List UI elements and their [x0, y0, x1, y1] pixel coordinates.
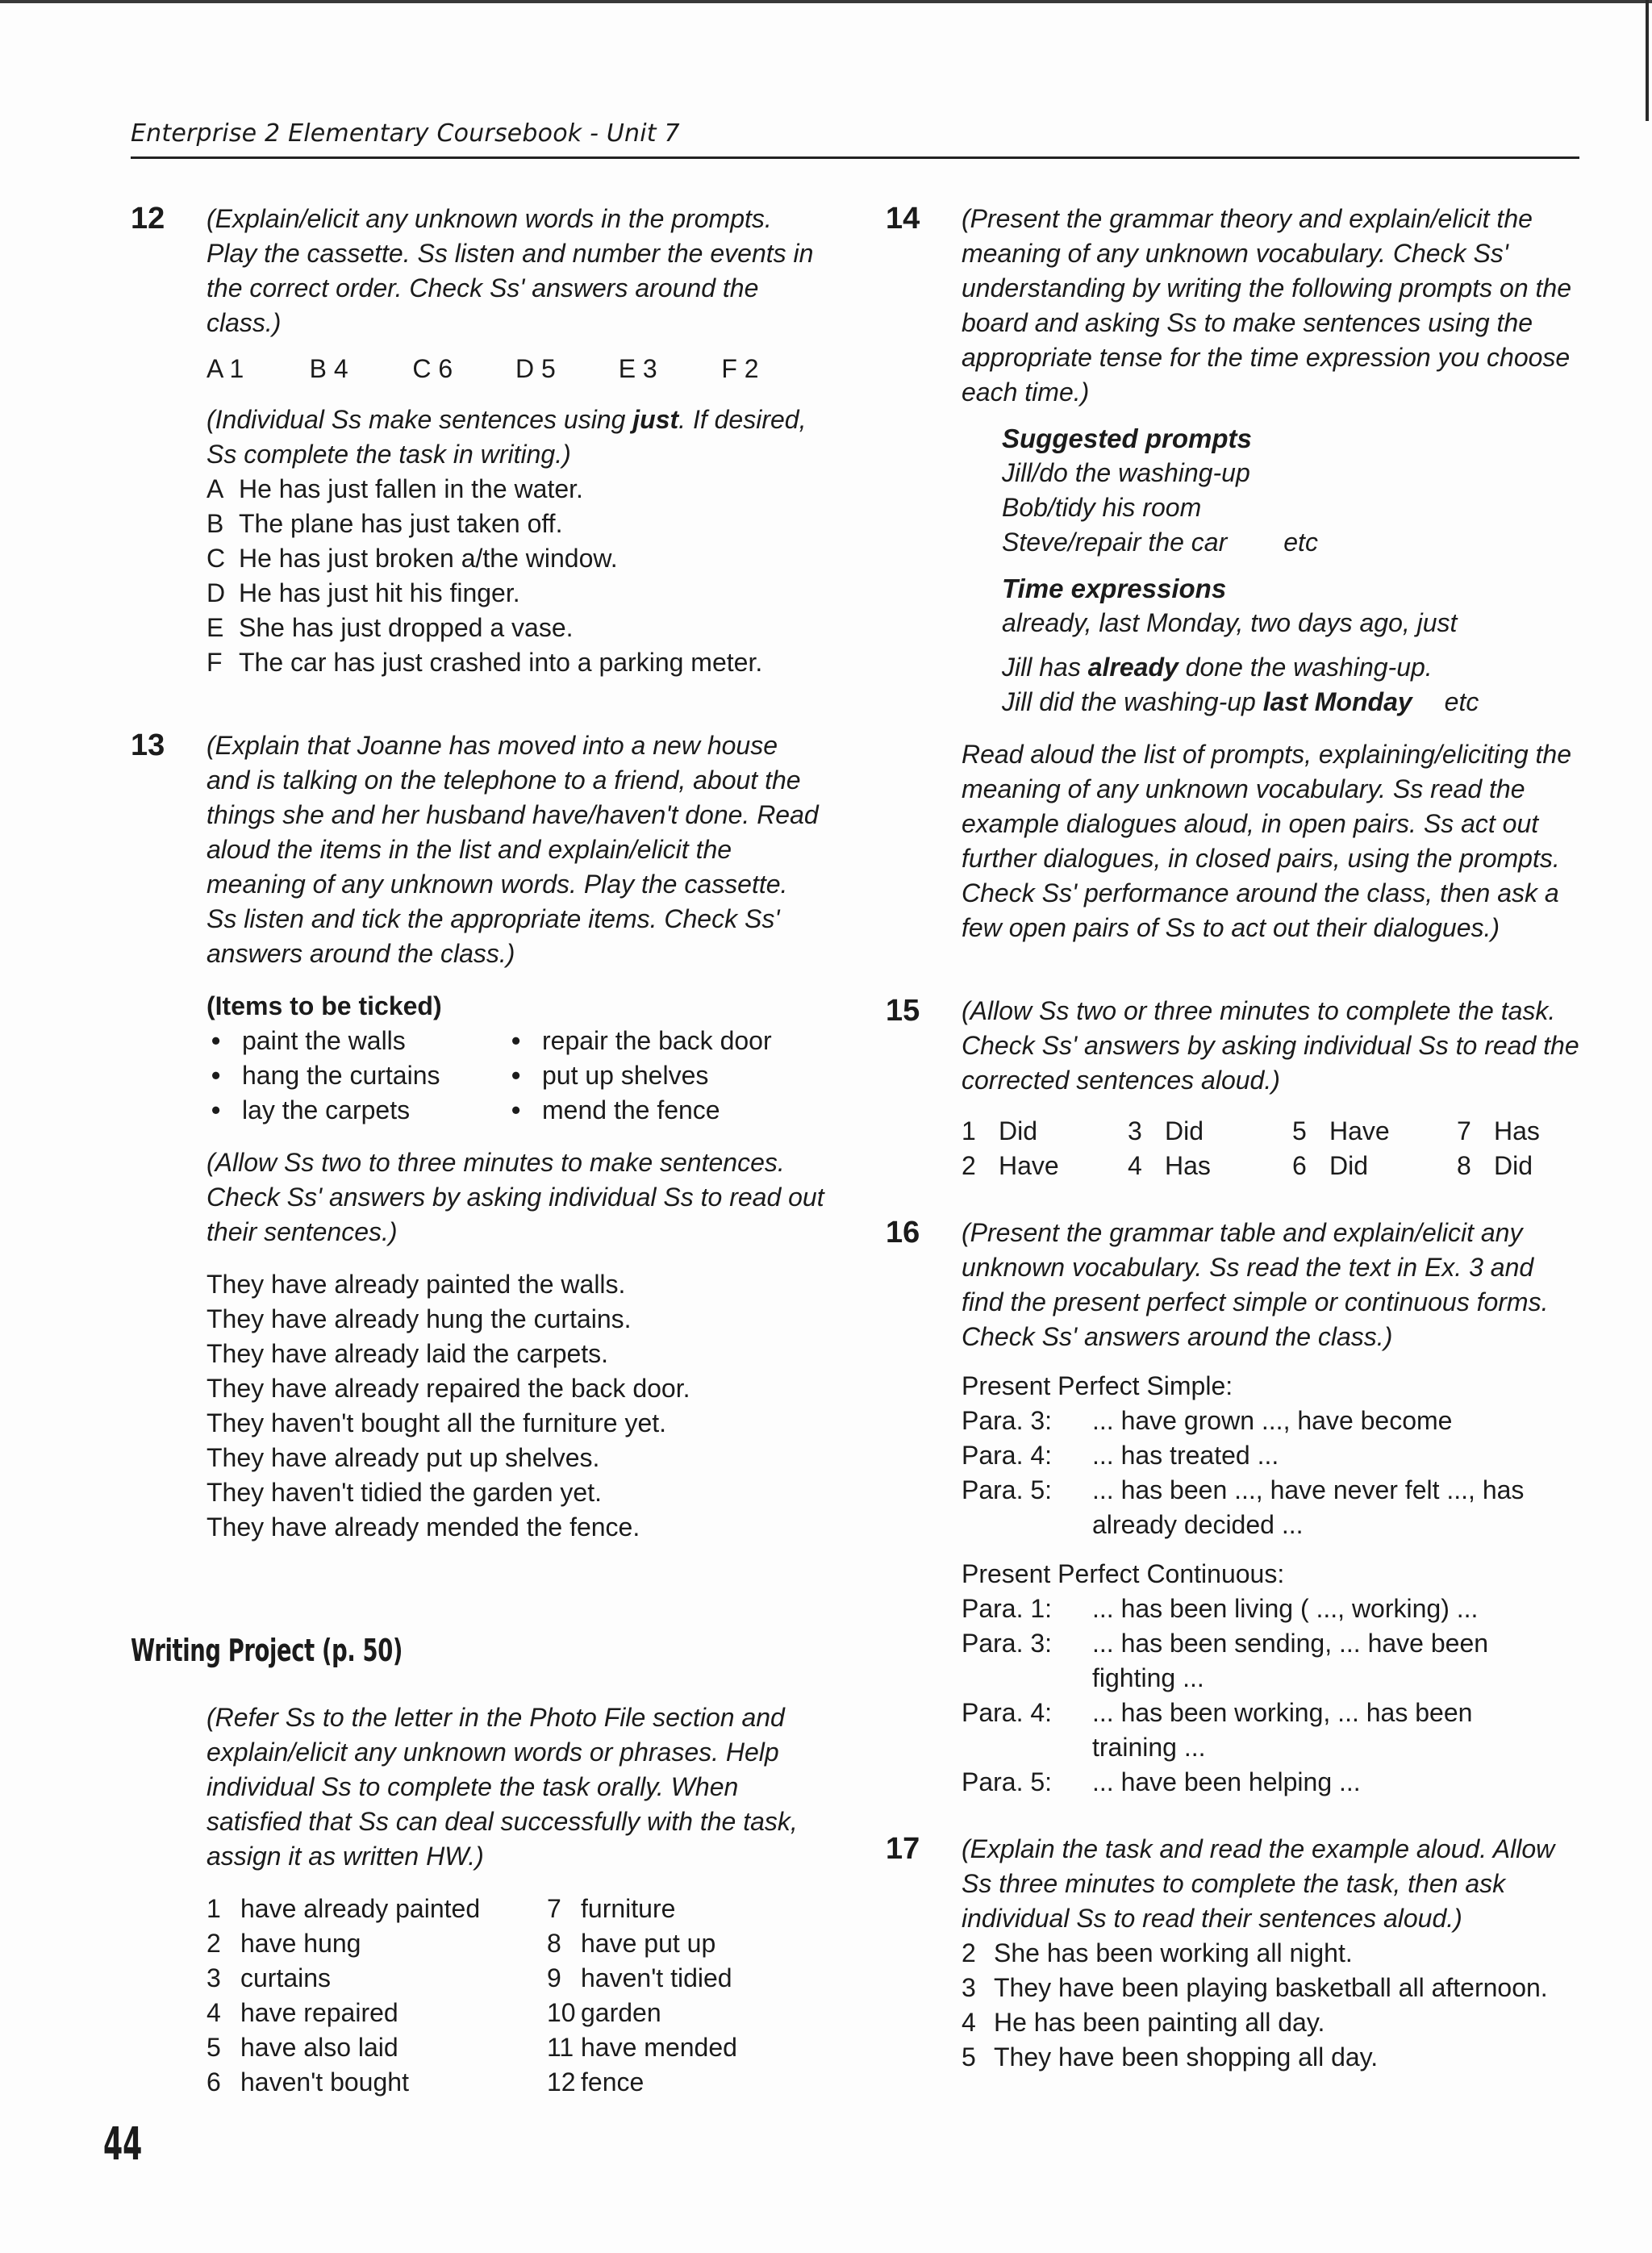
instruction-2: (Allow Ss two to three minutes to make sentences. Check Ss' answers by asking individual Ss to read out their sentences.) — [206, 1148, 824, 1246]
writing-project — [206, 1700, 826, 2100]
instruction: (Explain/elicit any unknown words in the prompts. Play the cassette. Ss listen and number the events in the correct order. Check Ss' answers around the class.) — [206, 204, 814, 337]
list-item: They have already painted the walls. — [206, 1270, 626, 1299]
left-column — [131, 202, 824, 1545]
prompt-item: Steve/repair the car etc — [1002, 528, 1318, 557]
key-item: D 5 — [515, 354, 556, 383]
list-item: Para. 1: ... has been living ( ..., working) ... — [962, 1594, 1479, 1623]
continuous-heading: Present Perfect Continuous: — [962, 1559, 1285, 1588]
items-heading: (Items to be ticked) — [206, 991, 442, 1020]
prompts-heading: Suggested prompts — [1002, 423, 1252, 453]
list-item: They have already put up shelves. — [206, 1443, 600, 1472]
list-item: 4 He has been painting all day. — [962, 2008, 1325, 2037]
bullet-item: • lay the carpets — [206, 1093, 507, 1128]
list-item: 5 Have — [1292, 1116, 1390, 1145]
example-sentence: Jill has already done the washing-up. — [1002, 653, 1433, 682]
answer-list — [962, 1936, 1579, 2075]
exercise-15 — [886, 994, 1579, 1183]
exercise-17 — [886, 1832, 1579, 2075]
list-item: 5 have also laid — [206, 2033, 398, 2062]
list-item: 3 They have been playing basketball all afternoon. — [962, 1973, 1548, 2002]
list-item: 7 Has — [1457, 1116, 1540, 1145]
answer-list — [206, 472, 824, 680]
answer-grid — [206, 1892, 826, 2100]
list-item: 6 haven't bought — [206, 2067, 409, 2097]
list-item: 1 Did — [962, 1116, 1038, 1145]
list-item: 5 They have been shopping all day. — [962, 2042, 1379, 2072]
running-head: Enterprise 2 Elementary Coursebook - Unit 7 — [131, 119, 680, 148]
exercise-14 — [886, 202, 1579, 945]
list-item: 2 have hung — [206, 1929, 361, 1958]
bullet-item: • mend the fence — [507, 1093, 829, 1128]
time-list: already, last Monday, two days ago, just — [1002, 608, 1458, 637]
list-item: 8 Did — [1457, 1151, 1533, 1180]
instruction-2: (Individual Ss make sentences using just. If desired, Ss complete the task in writing.) — [206, 405, 807, 469]
list-item: Para. 3: ... have grown ..., have become — [962, 1406, 1453, 1435]
bullet-list — [206, 1024, 824, 1128]
writing-project-title: Writing Project (p. 50) — [131, 1633, 403, 1668]
exercise-number: 17 — [886, 1832, 920, 1866]
exercise-12 — [131, 202, 824, 680]
prompts-block — [962, 421, 1579, 720]
exercise-number: 12 — [131, 202, 165, 236]
exercise-13 — [131, 728, 824, 1545]
example-sentence: Jill did the washing-up last Monday etc — [1002, 687, 1479, 716]
page-number: 44 — [103, 2118, 143, 2171]
list-item: F The car has just crashed into a parking meter. — [206, 648, 763, 677]
time-heading: Time expressions — [1002, 574, 1227, 603]
list-item: Para. 4: ... has been working, ... has been training ... — [962, 1698, 1473, 1762]
list-item: Para. 5: ... has been ..., have never felt ..., has already decided ... — [962, 1475, 1525, 1539]
header-rule — [131, 156, 1579, 159]
key-item: F 2 — [721, 354, 759, 383]
exercise-16 — [886, 1216, 1579, 1800]
list-item: They have already laid the carpets. — [206, 1339, 609, 1368]
list-item: Para. 4: ... has treated ... — [962, 1441, 1279, 1470]
key-item: A 1 — [206, 354, 244, 383]
key-item: B 4 — [309, 354, 348, 383]
list-item: C He has just broken a/the window. — [206, 544, 618, 573]
right-edge-mark — [1646, 0, 1649, 121]
list-item: 6 Did — [1292, 1151, 1369, 1180]
list-item: 11 have mended — [547, 2033, 737, 2062]
list-item: 2 Have — [962, 1151, 1059, 1180]
list-item: 4 Has — [1128, 1151, 1211, 1180]
prompt-item: Jill/do the washing-up — [1002, 458, 1250, 487]
bullet-item: • put up shelves — [507, 1058, 829, 1093]
list-item: 4 have repaired — [206, 1998, 398, 2027]
exercise-number: 13 — [131, 728, 165, 762]
exercise-number: 14 — [886, 202, 920, 236]
list-item: 9 haven't tidied — [547, 1963, 732, 1992]
list-item: 1 have already painted — [206, 1894, 481, 1923]
list-item: 3 curtains — [206, 1963, 332, 1992]
list-item: D He has just hit his finger. — [206, 578, 520, 607]
prompt-item: Bob/tidy his room — [1002, 493, 1202, 522]
list-item: 3 Did — [1128, 1116, 1204, 1145]
simple-heading: Present Perfect Simple: — [962, 1371, 1233, 1400]
list-item: A He has just fallen in the water. — [206, 474, 583, 503]
bullet-item: • paint the walls — [206, 1024, 507, 1058]
instruction: (Explain that Joanne has moved into a new house and is talking on the telephone to a friend, about the things she and her husband have/haven't done. Read aloud the items in the list and explain/elicit the meaning of any unknown words. Play the cassette. Ss listen and tick the appropriate items. Check Ss' answers around the class.) — [206, 731, 819, 968]
answer-key-row — [206, 352, 824, 386]
key-item: E 3 — [618, 354, 657, 383]
instruction: (Present the grammar table and explain/elicit any unknown vocabulary. Ss read the text in Ex. 3 and find the present perfect simple or continuous forms. Check Ss' answers around the class.) — [962, 1218, 1549, 1351]
instruction: (Allow Ss two or three minutes to complete the task. Check Ss' answers by asking individual Ss to read the corrected sentences aloud.) — [962, 996, 1579, 1095]
instruction-2: Read aloud the list of prompts, explaining/eliciting the meaning of any unknown vocabulary. Ss read the example dialogues aloud, in open pairs. Ss act out further dialogues, in closed pairs, using the prompts. Check Ss' performance around the class, then ask a few open pairs of Ss to act out their dialogues.) — [962, 740, 1571, 942]
key-item: C 6 — [412, 354, 453, 383]
list-item: 10 garden — [547, 1998, 661, 2027]
list-item: They have already mended the fence. — [206, 1512, 640, 1542]
list-item: They haven't tidied the garden yet. — [206, 1478, 602, 1507]
exercise-number: 16 — [886, 1216, 920, 1250]
instruction: (Explain the task and read the example aloud. Allow Ss three minutes to complete the task, then ask individual Ss to read their sentences aloud.) — [962, 1834, 1555, 1933]
exercise-number: 15 — [886, 994, 920, 1028]
list-item: 12 fence — [547, 2067, 645, 2097]
sentence-list — [206, 1267, 824, 1545]
list-item: Para. 3: ... has been sending, ... have been fighting ... — [962, 1629, 1489, 1692]
list-item: They have already hung the curtains. — [206, 1304, 632, 1333]
top-border — [0, 0, 1652, 3]
list-item: E She has just dropped a vase. — [206, 613, 574, 642]
answer-grid — [962, 1114, 1579, 1183]
list-item: B The plane has just taken off. — [206, 509, 563, 538]
instruction: (Present the grammar theory and explain/elicit the meaning of any unknown vocabulary. Check Ss' understanding by writing the following prompts on the board and asking Ss to make sentences using the appropriate tense for the time expression you choose each time.) — [962, 204, 1571, 407]
bullet-item: • hang the curtains — [206, 1058, 507, 1093]
list-item: They have already repaired the back door. — [206, 1374, 690, 1403]
list-item: 2 She has been working all night. — [962, 1938, 1353, 1967]
instruction: (Refer Ss to the letter in the Photo File section and explain/elicit any unknown words or phrases. Help individual Ss to complete the task orally. When satisfied that Ss can deal successfully with the task, assign it as written HW.) — [206, 1703, 798, 1871]
right-column — [886, 202, 1579, 2075]
bullet-item: • repair the back door — [507, 1024, 829, 1058]
list-item: 8 have put up — [547, 1929, 716, 1958]
list-item: Para. 5: ... have been helping ... — [962, 1767, 1361, 1796]
list-item: 7 furniture — [547, 1894, 676, 1923]
list-item: They haven't bought all the furniture yet. — [206, 1408, 667, 1437]
